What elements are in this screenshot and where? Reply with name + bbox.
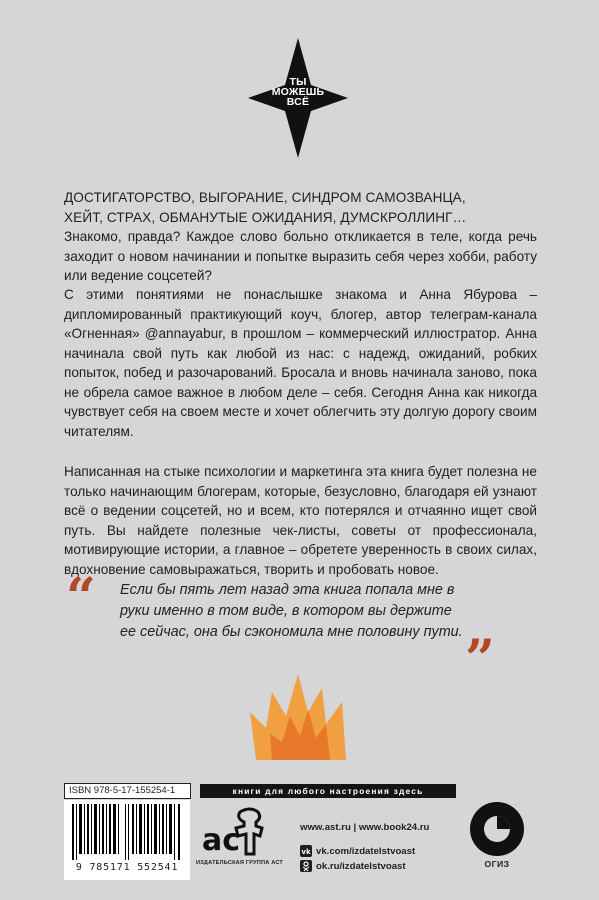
svg-text:vk: vk [301, 848, 311, 856]
book-paragraph-text: Написанная на стыке психологии и маркетинга эта книга будет полезна не только начинающим блогерам, которые, безусловно, благодаря ей узнают всё о ведении соцсетей, но и всем, кто потерялся и отчаянно ищет свой путь. Вы найдете полезные чек-листы, советы от профессионала, мотивирующие истории, а главное – обретете уверенность в своих силах, вдохновение самовыражаться, творить и пробовать новое. [64, 464, 537, 577]
ogiz-logo-icon [468, 800, 526, 858]
open-quote-icon: “ [66, 567, 96, 628]
lead-caps-line-2: ХЕЙТ, СТРАХ, ОБМАНУТЫЕ ОЖИДАНИЯ, ДУМСКРОЛЛИНГ… [64, 209, 467, 225]
author-paragraph-text: С этими понятиями не понаслышке знакома и Анна Ябурова – дипломированный практикующий коуч, блогер, автор телеграм-канала «Огненная» @annayabur, в прошлом – коммерческий иллюстратор. Анна начинала свой путь как любой из нас: с надежд, ожиданий, робких попыток, побед и разочарований. Бросала и вновь начинала заново, пока не обрела самое важное в любом деле – себя. Сегодня Анна как никогда чувствует себя на своем месте и хочет облегчить эту долгую дорогу своим читателям. [64, 287, 537, 439]
series-line-2: МОЖЕШЬ [271, 86, 325, 98]
ok-icon [300, 860, 312, 872]
websites[interactable]: www.ast.ru | www.book24.ru [300, 822, 430, 833]
book-paragraph [64, 462, 537, 579]
barcode [64, 800, 190, 880]
close-quote-icon: ” [465, 629, 495, 690]
barcode-bars [72, 804, 182, 860]
series-line-1: ТЫ [289, 76, 307, 88]
svg-text:ac: ac [202, 823, 241, 858]
ok-url: ok.ru/izdatelstvoast [316, 860, 406, 872]
vk-link[interactable] [300, 845, 415, 857]
isbn-label: ISBN 978-5-17-155254-1 [64, 783, 191, 799]
quote-text: Если бы пять лет назад эта книга попала мне в руки именно в том виде, в котором вы держите ее сейчас, она бы сэкономила мне половину пути. [120, 582, 463, 640]
barcode-digits: 9 785171 552541 [75, 862, 179, 873]
ast-logo-icon [200, 806, 266, 858]
flame-icon [246, 672, 352, 766]
lead-caps-line-1: ДОСТИГАТОРСТВО, ВЫГОРАНИЕ, СИНДРОМ САМОЗВАНЦА, [64, 190, 466, 205]
lead-text: Знакомо, правда? Каждое слово больно откликается в теле, когда речь заходит о новом начинании и попытке выразить себя через хобби, работу или ведение соцсетей? [64, 229, 537, 283]
author-paragraph [64, 285, 537, 441]
series-star-label [248, 77, 348, 107]
ogiz-label: ОГИЗ [484, 859, 510, 869]
vk-url: vk.com/izdatelstvoast [316, 845, 416, 857]
series-line-3: ВСЁ [286, 96, 310, 108]
vk-icon [300, 845, 312, 857]
lead-paragraph [64, 188, 537, 286]
slogan-bar: книги для любого настроения здесь [200, 784, 456, 798]
ok-link[interactable] [300, 860, 406, 872]
publisher-caption: ИЗДАТЕЛЬСКАЯ ГРУППА АСТ [196, 860, 284, 866]
